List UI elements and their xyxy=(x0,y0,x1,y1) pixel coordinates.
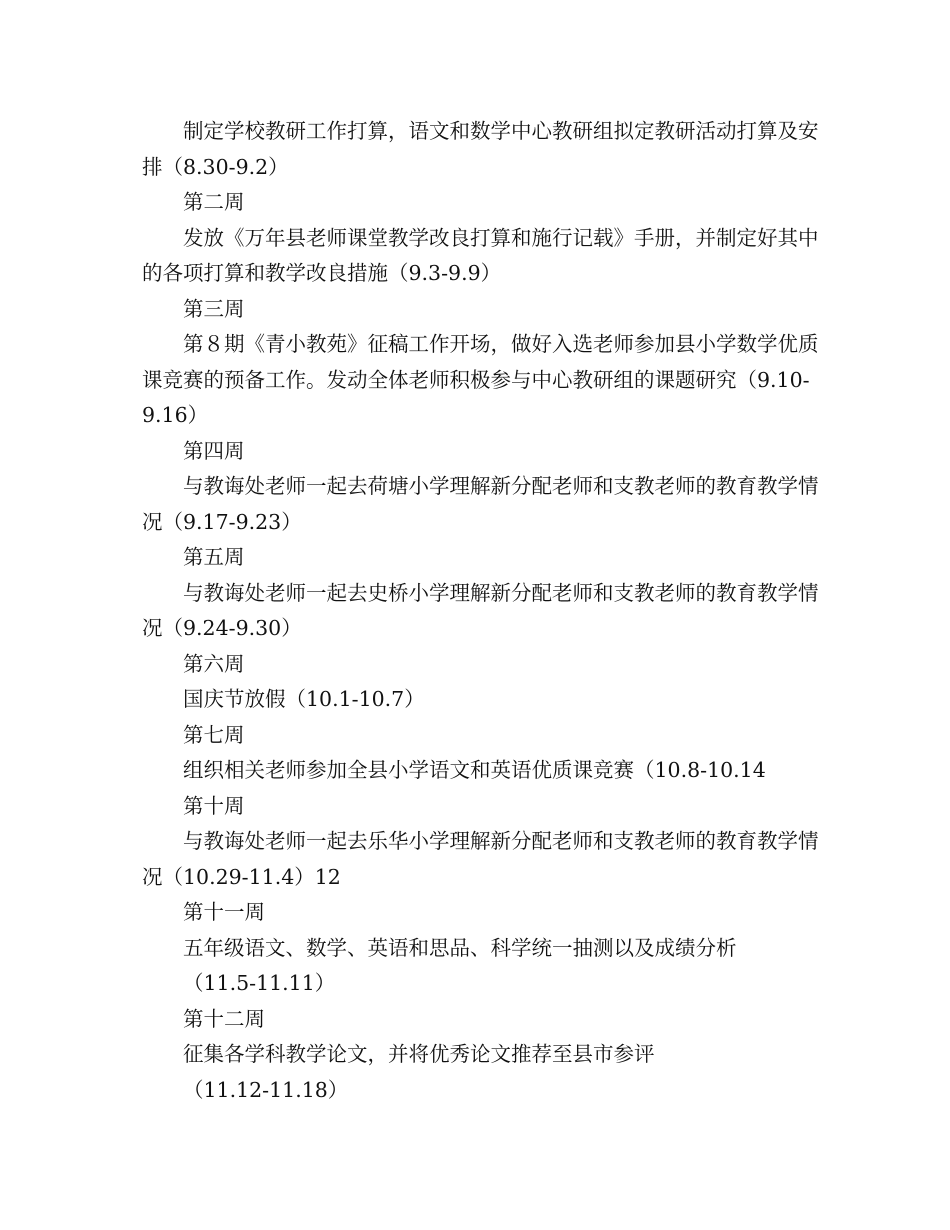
week-heading-2: 第二周 xyxy=(183,190,245,214)
paragraph-week-2: 发放《万年县老师课堂教学改良打算和施行记载》手册，并制定好其中的各项打算和教学改良措施（9.3-9.9） xyxy=(142,225,819,285)
week-heading-11: 第十一周 xyxy=(183,900,265,924)
week-heading-7: 第七周 xyxy=(183,722,245,747)
week-heading-12: 第十二周 xyxy=(183,1006,265,1031)
paragraph-planning: 制定学校教研工作打算，语文和数学中心教研组拟定教研活动打算及安排（8.30-9.2） xyxy=(142,119,819,179)
week-heading-10: 第十周 xyxy=(183,793,245,818)
week-heading-5: 第五周 xyxy=(183,545,245,569)
paragraph-week-11-dates: （11.5-11.11） xyxy=(183,971,336,995)
paragraph-week-5: 与教诲处老师一起去史桥小学理解新分配老师和支教老师的教育教学情况（9.24-9.30） xyxy=(142,580,819,640)
paragraph-week-10: 与教诲处老师一起去乐华小学理解新分配老师和支教老师的教育教学情况（10.29-11.4）12 xyxy=(142,829,819,889)
paragraph-week-7: 组织相关老师参加全县小学语文和英语优质课竞赛（10.8-10.14 xyxy=(183,758,766,782)
week-heading-6: 第六周 xyxy=(183,651,245,676)
document-body xyxy=(142,114,822,1108)
paragraph-week-12-dates: （11.12-11.18） xyxy=(183,1077,349,1102)
week-heading-3: 第三周 xyxy=(183,296,245,321)
week-heading-4: 第四周 xyxy=(183,438,245,463)
paragraph-week-12: 征集各学科教学论文，并将优秀论文推荐至县市参评 xyxy=(183,1042,655,1066)
paragraph-week-11: 五年级语文、数学、英语和思品、科学统一抽测以及成绩分析 xyxy=(183,935,737,960)
paragraph-week-4: 与教诲处老师一起去荷塘小学理解新分配老师和支教老师的教育教学情况（9.17-9.23） xyxy=(142,474,819,534)
paragraph-week-3: 第８期《青小教苑》征稿工作开场，做好入选老师参加县小学数学优质课竞赛的预备工作。发动全体老师积极参与中心教研组的课题研究（9.10-9.16） xyxy=(142,332,819,427)
paragraph-week-6: 国庆节放假（10.1-10.7） xyxy=(183,687,425,711)
